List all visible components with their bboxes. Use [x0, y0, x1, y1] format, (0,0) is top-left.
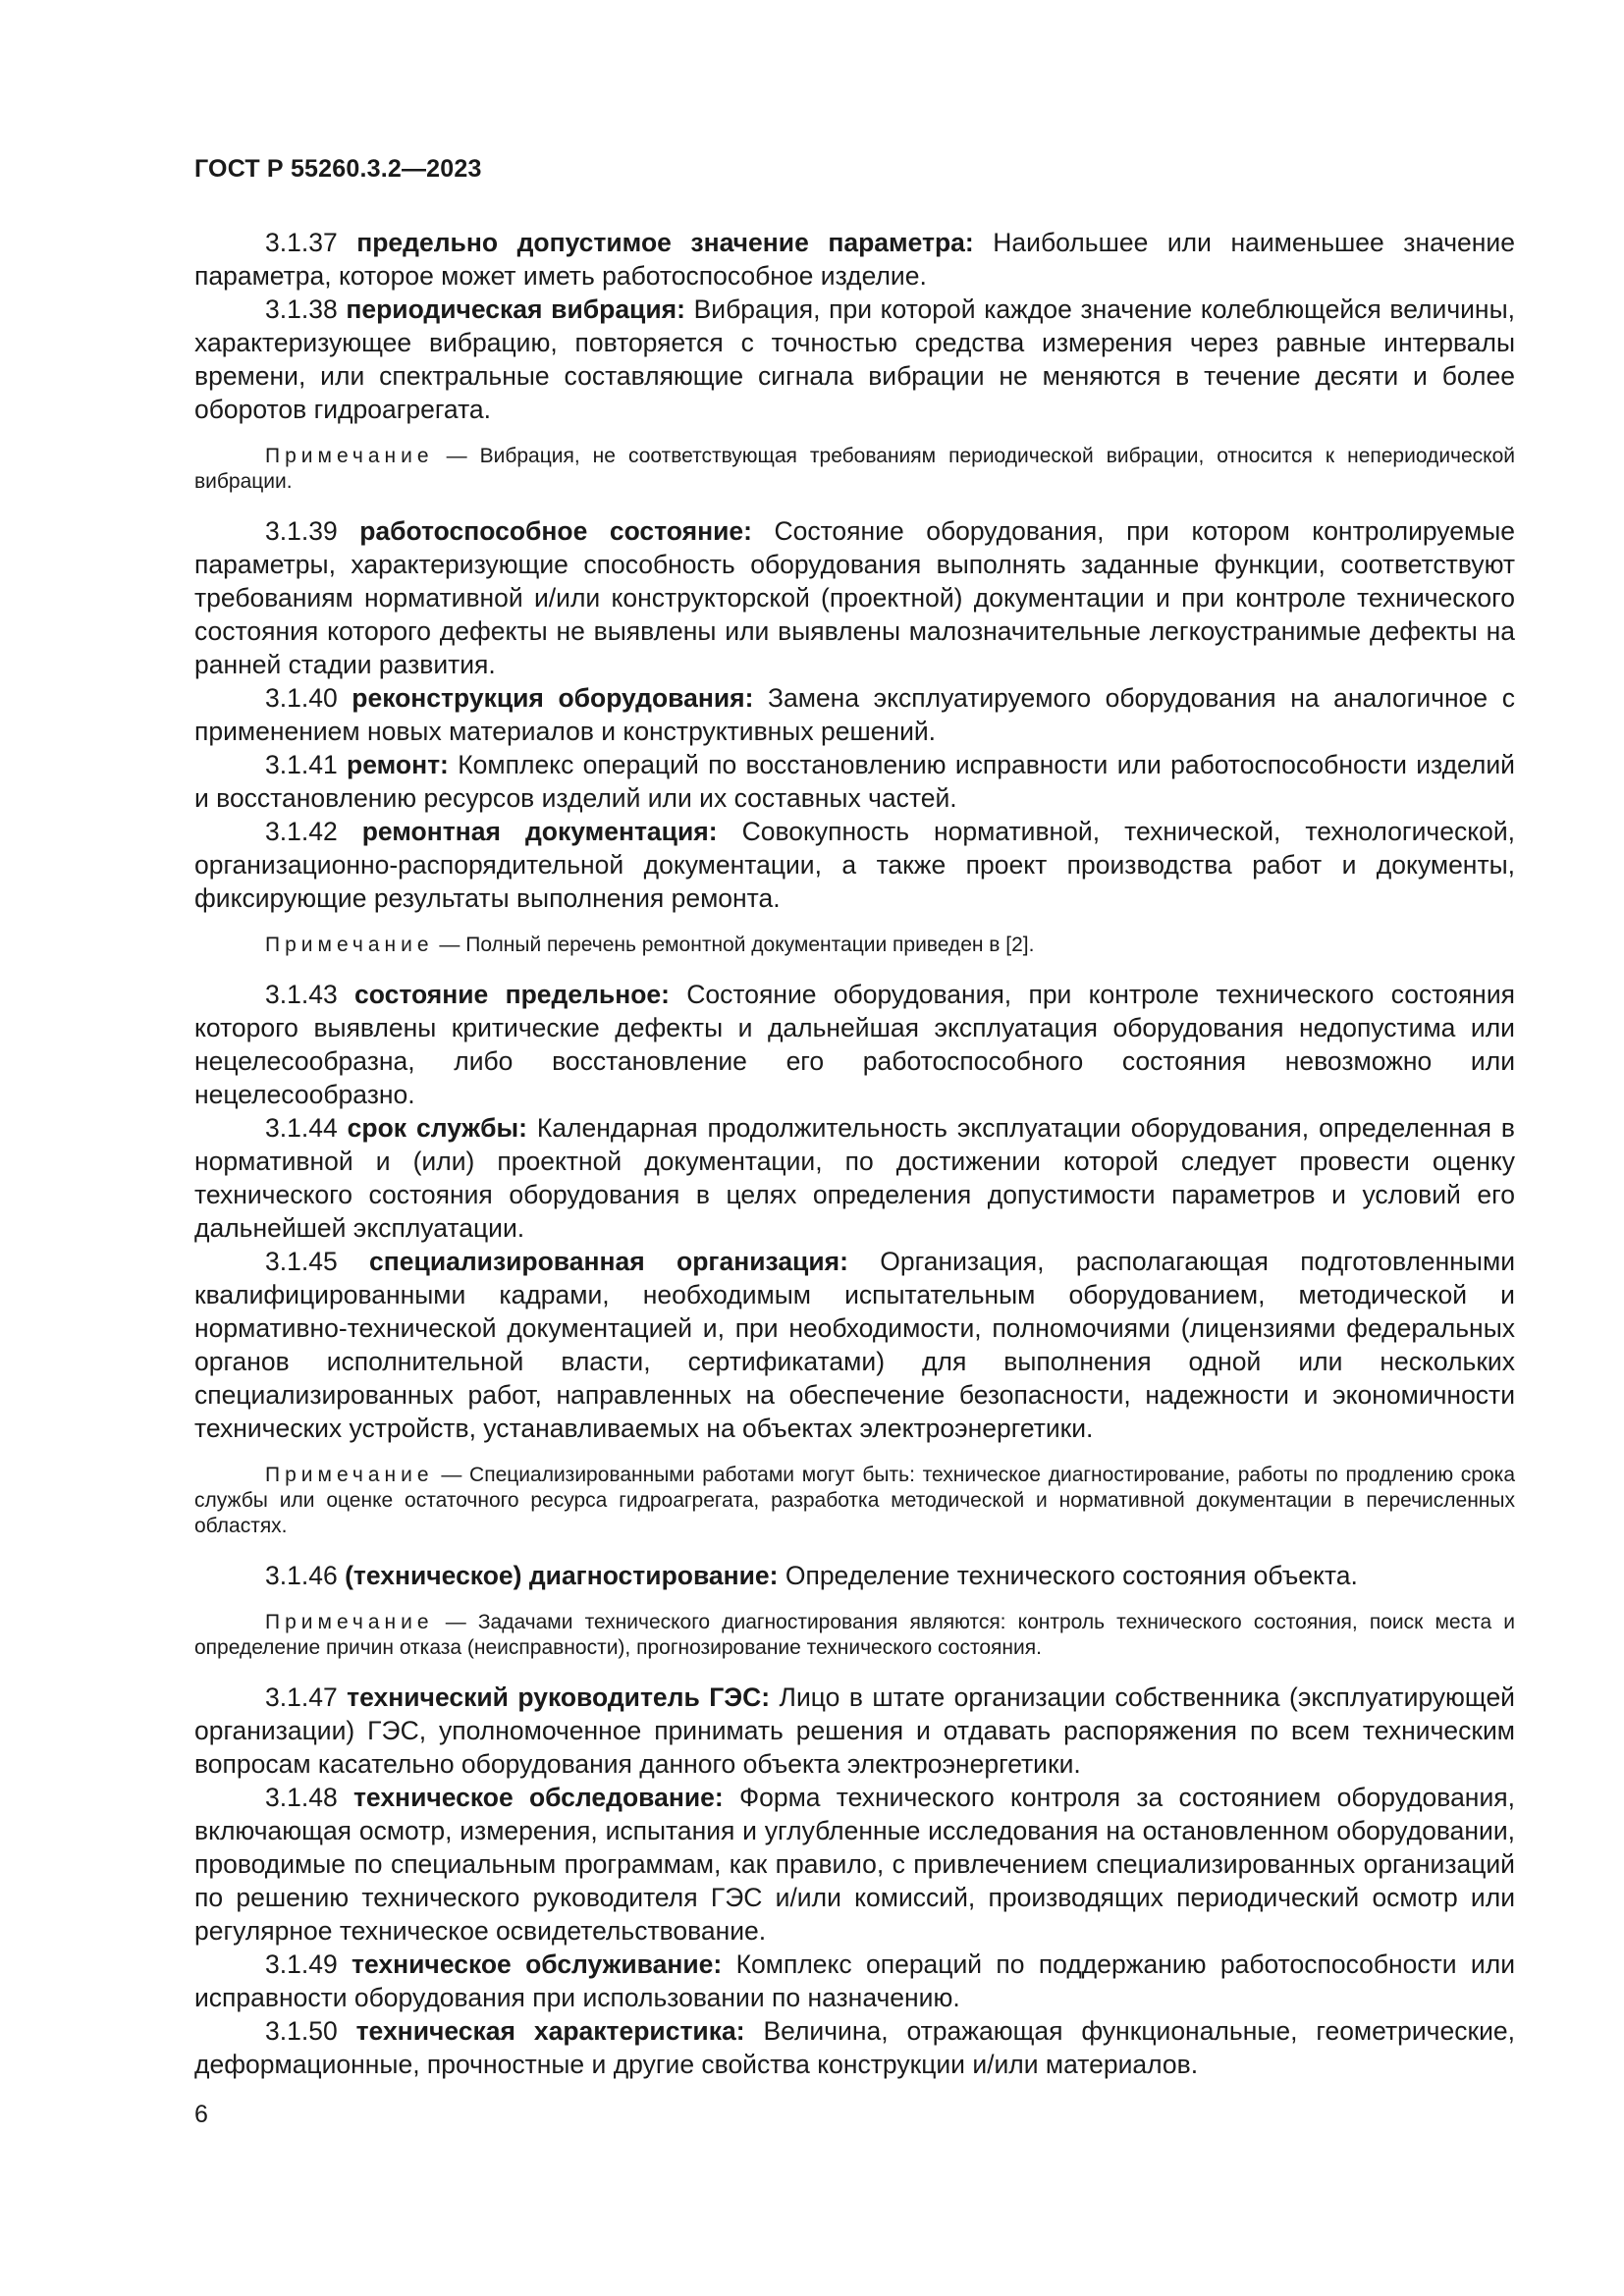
definition-entry — [194, 1948, 1515, 2014]
definition-entry — [194, 748, 1515, 815]
entry-term: предельно допустимое значение параметра: — [356, 228, 974, 257]
entry-term: реконструкция оборудования: — [352, 683, 754, 713]
entry-number: 3.1.39 — [265, 516, 338, 546]
entry-text: Комплекс операций по поддержанию работоспособности или исправности оборудования при использовании по назначению. — [194, 1949, 1515, 2012]
entry-text: Лицо в штате организации собственника (эксплуатирующей организации) ГЭС, уполномоченное принимать решения и отдавать распоряжения по всем техническим вопросам касательно оборудования данного объекта электроэнергетики. — [194, 1682, 1515, 1779]
note-label: Примечание — [265, 1464, 434, 1486]
entry-text: Вибрация, при которой каждое значение колеблющейся величины, характеризующее вибрацию, повторяется с точностью средства измерения через равные интервалы времени, или спектральные составляющие сигнала вибрации не меняются в течение десяти и более оборотов гидроагрегата. — [194, 294, 1515, 424]
entry-number: 3.1.47 — [265, 1682, 338, 1712]
definition-entry — [194, 1111, 1515, 1245]
entry-term: техническое обследование: — [352, 1783, 724, 1812]
page-number: 6 — [194, 2101, 208, 2128]
entry-number: 3.1.40 — [265, 683, 338, 713]
entry-number: 3.1.43 — [265, 980, 338, 1009]
entry-term: состояние предельное: — [354, 980, 670, 1009]
definition-entry — [194, 815, 1515, 915]
entry-text: Организация, располагающая подготовленными квалифицированными кадрами, необходимым испытательным оборудованием, методической и нормативно-технической документацией и, при необходимости, полномочиями (лицензиями федеральных органов исполнительной власти, сертификатами) для выполнения одной или нескольких специализированных работ, направленных на обеспечение безопасности, надежности и экономичности технических устройств, устанавливаемых на объектах электроэнергетики. — [194, 1247, 1515, 1443]
entry-term: работоспособное состояние: — [359, 516, 752, 546]
entry-term: срок службы: — [347, 1113, 527, 1143]
entry-note — [194, 933, 1515, 958]
note-label: Примечание — [265, 445, 434, 467]
definition-entry — [194, 514, 1515, 681]
note-text: — Полный перечень ремонтной документации приведен в [2]. — [439, 934, 1035, 956]
entry-text: Определение технического состояния объекта. — [785, 1561, 1358, 1590]
definition-entry — [194, 978, 1515, 1111]
entry-term: техническая характеристика: — [355, 2016, 745, 2046]
entry-number: 3.1.37 — [265, 228, 338, 257]
definition-entry — [194, 1559, 1515, 1592]
entry-text: Комплекс операций по восстановлению исправности или работоспособности изделий и восстановлению ресурсов изделий или их составных частей. — [194, 750, 1515, 813]
entry-number: 3.1.44 — [265, 1113, 338, 1143]
entry-number: 3.1.50 — [265, 2016, 338, 2046]
definition-entry — [194, 2014, 1515, 2081]
entry-term: технический руководитель ГЭС: — [347, 1682, 771, 1712]
entry-number: 3.1.38 — [265, 294, 338, 324]
entry-text: Календарная продолжительность эксплуатации оборудования, определенная в нормативной и (или) проектной документации, по достижении которой следует провести оценку технического состояния оборудования в целях определения допустимости параметров и условий его дальнейшей эксплуатации. — [194, 1113, 1515, 1243]
entry-term: техническое обслуживание: — [352, 1949, 723, 1979]
entry-number: 3.1.49 — [265, 1949, 338, 1979]
entry-number: 3.1.46 — [265, 1561, 338, 1590]
document-body — [194, 226, 1515, 2081]
entry-term: ремонт: — [347, 750, 449, 779]
note-label: Примечание — [265, 934, 434, 956]
entry-term: ремонтная документация: — [361, 817, 718, 846]
definition-entry — [194, 681, 1515, 748]
definition-entry — [194, 1245, 1515, 1445]
entry-number: 3.1.48 — [265, 1783, 338, 1812]
entry-term: (техническое) диагностирование: — [345, 1561, 779, 1590]
entry-number: 3.1.41 — [265, 750, 338, 779]
definition-entry — [194, 293, 1515, 426]
entry-term: специализированная организация: — [369, 1247, 848, 1276]
note-text: — Вибрация, не соответствующая требованиям периодической вибрации, относится к непериодической вибрации. — [194, 445, 1515, 493]
definition-entry — [194, 226, 1515, 293]
entry-note — [194, 1610, 1515, 1661]
entry-text: Состояние оборудования, при контроле технического состояния которого выявлены критические дефекты и дальнейшая эксплуатация оборудования недопустима или нецелесообразна, либо восстановление его работоспособного состояния невозможно или нецелесообразно. — [194, 980, 1515, 1109]
document-code: ГОСТ Р 55260.3.2—2023 — [194, 155, 482, 183]
entry-note — [194, 444, 1515, 495]
entry-text: Форма технического контроля за состоянием оборудования, включающая осмотр, измерения, испытания и углубленные исследования на остановленном оборудовании, проводимые по специальным программам, как правило, с привлечением специализированных организаций по решению технического руководителя ГЭС и/или комиссий, производящих периодический осмотр или регулярное техническое освидетельствование. — [194, 1783, 1515, 1946]
entry-text: Величина, отражающая функциональные, геометрические, деформационные, прочностные и другие свойства конструкции и/или материалов. — [194, 2016, 1515, 2079]
entry-text: Наибольшее или наименьшее значение параметра, которое может иметь работоспособное изделие. — [194, 228, 1515, 291]
entry-note — [194, 1463, 1515, 1539]
definition-entry — [194, 1781, 1515, 1948]
note-text: — Специализированными работами могут быть: техническое диагностирование, работы по продлению срока службы или оценке остаточного ресурса гидроагрегата, разработка методической и нормативной документации в перечисленных областях. — [194, 1464, 1515, 1537]
note-label: Примечание — [265, 1611, 434, 1633]
definition-entry — [194, 1681, 1515, 1781]
entry-text: Совокупность нормативной, технической, технологической, организационно-распорядительной документации, а также проект производства работ и документы, фиксирующие результаты выполнения ремонта. — [194, 817, 1515, 913]
entry-number: 3.1.45 — [265, 1247, 338, 1276]
entry-number: 3.1.42 — [265, 817, 338, 846]
entry-text: Замена эксплуатируемого оборудования на аналогичное с применением новых материалов и конструктивных решений. — [194, 683, 1515, 746]
entry-text: Состояние оборудования, при котором контролируемые параметры, характеризующие способность оборудования выполнять заданные функции, соответствуют требованиям нормативной и/или конструкторской (проектной) документации и при контроле технического состояния которого дефекты не выявлены или выявлены малозначительные легкоустранимые дефекты на ранней стадии развития. — [194, 516, 1516, 679]
note-text: — Задачами технического диагностирования являются: контроль технического состояния, поиск места и определение причин отказа (неисправности), прогнозирование технического состояния. — [194, 1611, 1515, 1659]
entry-term: периодическая вибрация: — [346, 294, 685, 324]
